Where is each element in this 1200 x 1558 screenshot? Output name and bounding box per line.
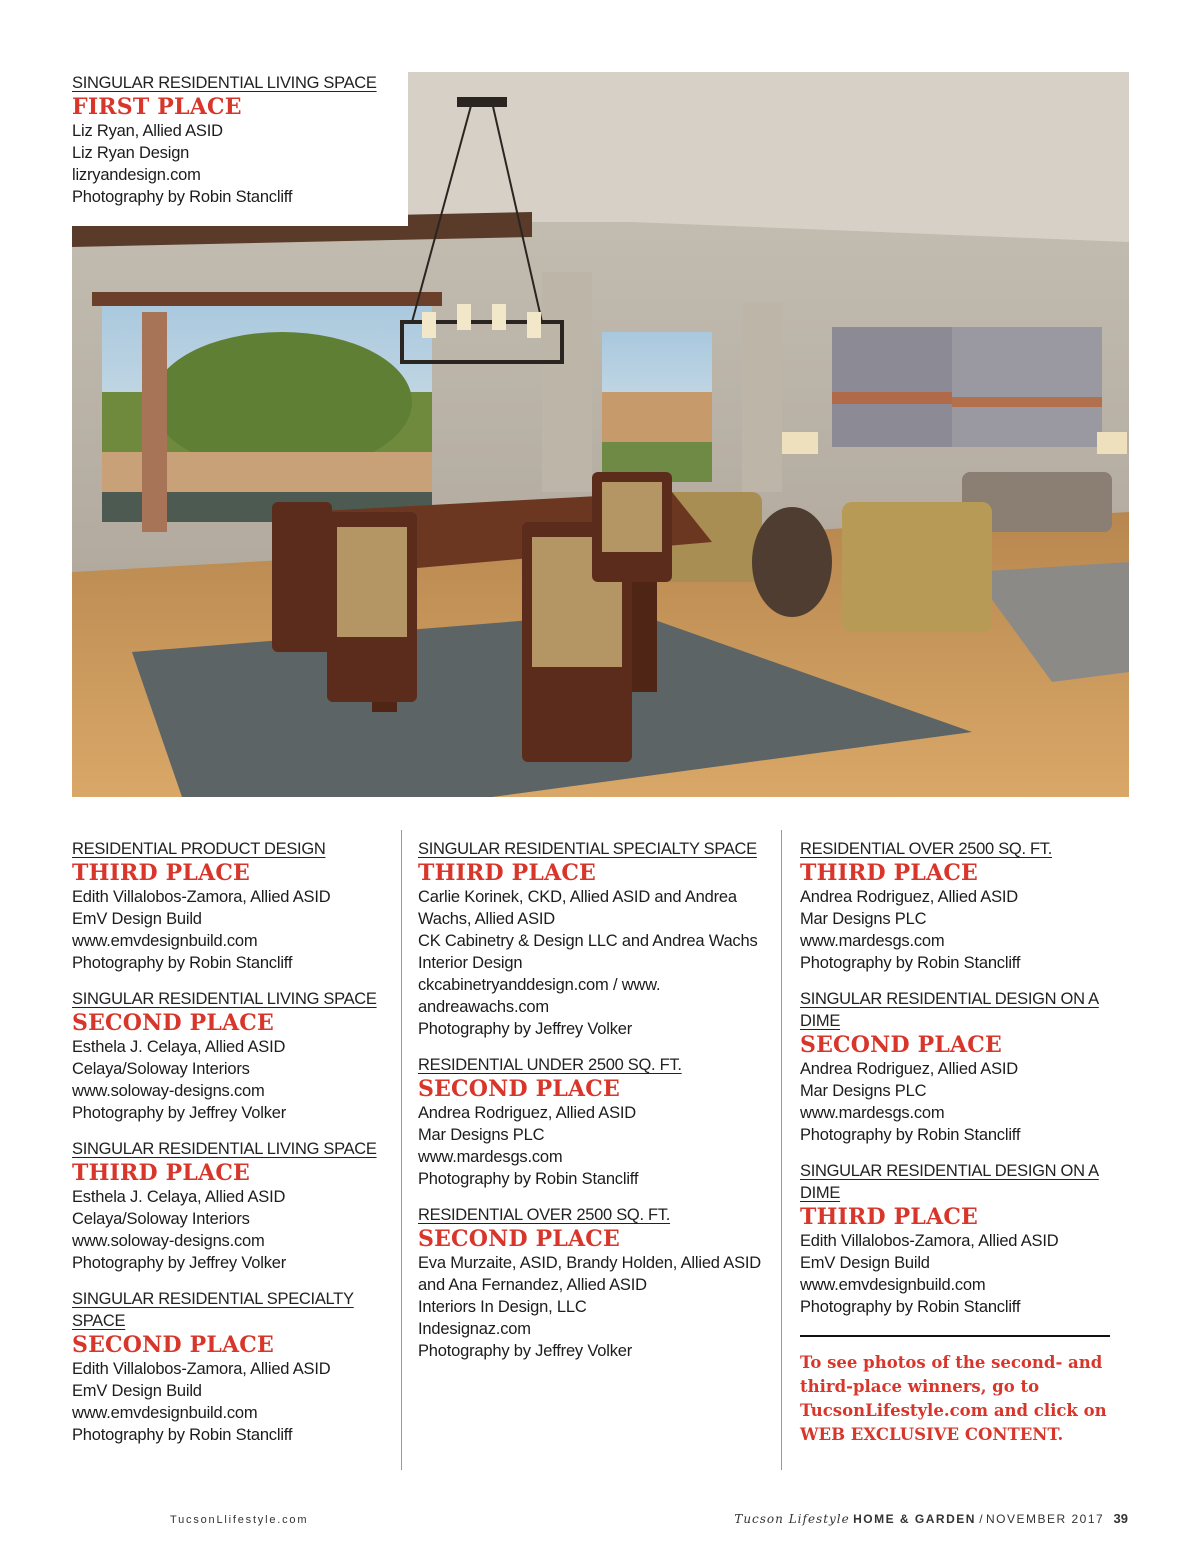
firm-line: Mar Designs PLC (418, 1126, 545, 1144)
place-heading: SECOND PLACE (418, 1076, 620, 1102)
photographer-line: Photography by Jeffrey Volker (418, 1020, 633, 1038)
category-heading: RESIDENTIAL OVER 2500 SQ. FT. (418, 1206, 671, 1224)
photographer-line: Photography by Robin Stancliff (72, 188, 293, 206)
place-heading: THIRD PLACE (800, 860, 979, 886)
designer-line: Carlie Korinek, CKD, Allied ASID and Andrea Wachs, Allied ASID (418, 888, 737, 928)
award-entry (72, 838, 390, 974)
promo-divider (800, 1335, 1110, 1337)
winners-column-1 (72, 838, 390, 1460)
firm-line: Interiors In Design, LLC (418, 1298, 587, 1316)
place-heading: FIRST PLACE (72, 94, 242, 120)
place-heading: THIRD PLACE (418, 860, 597, 886)
photographer-line: Photography by Jeffrey Volker (72, 1104, 287, 1122)
website-line: www.soloway-designs.com (72, 1082, 265, 1100)
category-heading: RESIDENTIAL UNDER 2500 SQ. FT. (418, 1056, 682, 1074)
website-line: ckcabinetryanddesign.com / www. andreawachs.com (418, 976, 661, 1016)
designer-line: Edith Villalobos-Zamora, Allied ASID (72, 888, 331, 906)
firm-line: EmV Design Build (72, 1382, 202, 1400)
category-heading: SINGULAR RESIDENTIAL SPECIALTY SPACE (72, 1290, 354, 1330)
designer-line: Andrea Rodriguez, Allied ASID (800, 888, 1018, 906)
website-line: www.soloway-designs.com (72, 1232, 265, 1250)
designer-line: Liz Ryan, Allied ASID (72, 122, 223, 140)
designer-line: Esthela J. Celaya, Allied ASID (72, 1188, 286, 1206)
section-name: HOME & GARDEN (853, 1512, 976, 1526)
hero-caption (72, 72, 408, 226)
award-entry (418, 1204, 763, 1362)
website-line: www.mardesgs.com (418, 1148, 563, 1166)
award-entry (72, 988, 390, 1124)
website-line: www.mardesgs.com (800, 932, 945, 950)
designer-line: Andrea Rodriguez, Allied ASID (418, 1104, 636, 1122)
place-heading: SECOND PLACE (418, 1226, 620, 1252)
place-heading: THIRD PLACE (800, 1204, 979, 1230)
award-entry (72, 1288, 390, 1446)
firm-line: Celaya/Soloway Interiors (72, 1060, 250, 1078)
category-heading: RESIDENTIAL OVER 2500 SQ. FT. (800, 840, 1053, 858)
photographer-line: Photography by Robin Stancliff (418, 1170, 639, 1188)
winners-column-3 (800, 838, 1120, 1332)
website-line: www.emvdesignbuild.com (72, 1404, 258, 1422)
photographer-line: Photography by Jeffrey Volker (418, 1342, 633, 1360)
footer-separator: / (979, 1512, 983, 1526)
place-heading: SECOND PLACE (800, 1032, 1002, 1058)
designer-line: Eva Murzaite, ASID, Brandy Holden, Allied ASID and Ana Fernandez, Allied ASID (418, 1254, 761, 1294)
website-line: Indesignaz.com (418, 1320, 531, 1338)
footer-folio (734, 1511, 1128, 1526)
website-line: www.emvdesignbuild.com (72, 932, 258, 950)
category-heading: SINGULAR RESIDENTIAL SPECIALTY SPACE (418, 840, 757, 858)
award-entry (800, 838, 1120, 974)
firm-line: EmV Design Build (800, 1254, 930, 1272)
category-heading: SINGULAR RESIDENTIAL LIVING SPACE (72, 74, 377, 92)
website-line: www.mardesgs.com (800, 1104, 945, 1122)
column-divider (781, 830, 782, 1470)
category-heading: SINGULAR RESIDENTIAL LIVING SPACE (72, 1140, 377, 1158)
photographer-line: Photography by Robin Stancliff (800, 954, 1021, 972)
photographer-line: Photography by Robin Stancliff (800, 1126, 1021, 1144)
place-heading: THIRD PLACE (72, 860, 251, 886)
designer-line: Edith Villalobos-Zamora, Allied ASID (72, 1360, 331, 1378)
award-entry (418, 838, 763, 1040)
column-divider (401, 830, 402, 1470)
place-heading: SECOND PLACE (72, 1010, 274, 1036)
website-line: www.emvdesignbuild.com (800, 1276, 986, 1294)
firm-line: Mar Designs PLC (800, 910, 927, 928)
photographer-line: Photography by Robin Stancliff (72, 954, 293, 972)
firm-line: Mar Designs PLC (800, 1082, 927, 1100)
award-entry (418, 1054, 763, 1190)
photographer-line: Photography by Robin Stancliff (800, 1298, 1021, 1316)
photographer-line: Photography by Robin Stancliff (72, 1426, 293, 1444)
page-number: 39 (1113, 1511, 1128, 1526)
footer-site: TucsonLlifestyle.com (170, 1514, 309, 1526)
magazine-name: Tucson Lifestyle (734, 1512, 850, 1526)
designer-line: Edith Villalobos-Zamora, Allied ASID (800, 1232, 1059, 1250)
web-exclusive-promo: To see photos of the second- and third-place winners, go to TucsonLifestyle.com and click on WEB EXCLUSIVE CONTENT. (800, 1353, 1107, 1444)
website-line: lizryandesign.com (72, 166, 201, 184)
firm-line: Celaya/Soloway Interiors (72, 1210, 250, 1228)
firm-line: CK Cabinetry & Design LLC and Andrea Wachs Interior Design (418, 932, 758, 972)
place-heading: THIRD PLACE (72, 1160, 251, 1186)
designer-line: Esthela J. Celaya, Allied ASID (72, 1038, 286, 1056)
firm-line: Liz Ryan Design (72, 144, 190, 162)
category-heading: SINGULAR RESIDENTIAL DESIGN ON A DIME (800, 990, 1099, 1030)
place-heading: SECOND PLACE (72, 1332, 274, 1358)
award-entry (800, 988, 1120, 1146)
category-heading: SINGULAR RESIDENTIAL LIVING SPACE (72, 990, 377, 1008)
firm-line: EmV Design Build (72, 910, 202, 928)
award-entry (800, 1160, 1120, 1318)
designer-line: Andrea Rodriguez, Allied ASID (800, 1060, 1018, 1078)
issue-date: NOVEMBER 2017 (985, 1512, 1105, 1526)
award-entry (72, 1138, 390, 1274)
category-heading: SINGULAR RESIDENTIAL DESIGN ON A DIME (800, 1162, 1099, 1202)
winners-column-2 (418, 838, 763, 1376)
category-heading: RESIDENTIAL PRODUCT DESIGN (72, 840, 326, 858)
photographer-line: Photography by Jeffrey Volker (72, 1254, 287, 1272)
